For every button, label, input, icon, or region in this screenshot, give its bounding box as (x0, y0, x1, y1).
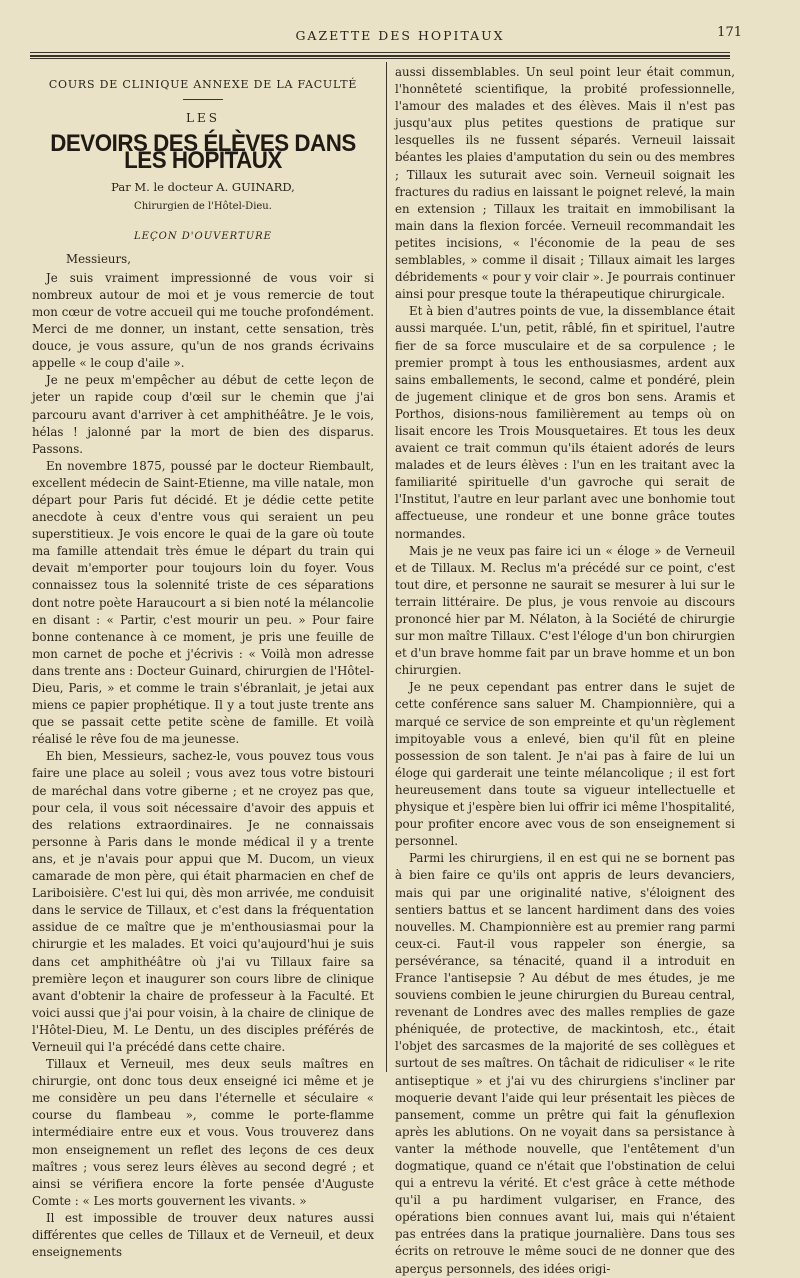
journal-title: GAZETTE DES HOPITAUX (295, 28, 505, 43)
paragraph: Je suis vraiment impressionné de vous voir si nombreux autour de moi et je vous remercie de tout mon cœur de votre accueil qui me touche profondément. Merci de me donner, un instant, cette sensation, très douce, je vous assure, qu'un de nos grands écrivains appelle « le coup d'aile ». (32, 270, 374, 371)
page-header (30, 22, 770, 46)
article-title: DEVOIRS DES ÉLÈVES DANS LES HOPITAUX (50, 130, 356, 175)
lecture-subtitle: LEÇON D'OUVERTURE (134, 230, 272, 242)
paragraph: Parmi les chirurgiens, il en est qui ne se bornent pas à bien faire ce qu'ils ont appris de leurs devanciers, mais qui par une originalité native, s'éloignent des sentiers battus et se lancent hardiment dans des voies nouvelles. M. Championnière est au premier rang parmi ceux-ci. Faut-il vous rappeler son énergie, sa persévérance, sa ténacité, quand il a introduit en France l'antisepsie ? Au début de mes études, je me souviens combien le jeune chirurgien du Bureau central, revenant de Londres avec des malles remplies de gaze phéniquée, de protective, de mackintosh, etc., était l'objet des sarcasmes de la majorité de ses collègues et surtout de ses maîtres. On tâchait de ridiculiser « le rite antiseptique » et j'ai vu des chirurgiens s'incliner par moquerie devant l'aide qui leur présentait les pièces de pansement, comme un prêtre qui fait la génuflexion après les ablutions. On ne voyait dans sa persistance à vanter la méthode nouvelle, que l'entêtement d'un dogmatique, quand ce n'était que l'obstination de celui qui a entrevu la vérité. Et c'est grâce à cette méthode qu'il a pu hardiment vulgariser, en France, des opérations bien connues avant lui, mais qui n'étaient pas entrées dans la pratique journalière. Dans tous ses écrits on retrouve le même souci de ne donner que des aperçus personnels, des idées origi- (395, 851, 735, 1276)
course-heading: COURS DE CLINIQUE ANNEXE DE LA FACULTÉ (48, 78, 358, 91)
paragraph: Tillaux et Verneuil, mes deux seuls maîtres en chirurgie, ont donc tous deux enseigné ici même et je me considère un peu dans l'éternelle et séculaire « course du flambeau », comme le porte-flamme intermédiaire entre eux et vous. Vous trouverez dans mon enseignement un reflet des leçons de ces deux maîtres ; vous serez leurs élèves au second degré ; et ainsi se vérifiera encore la forte pensée d'Auguste Comte : « Les morts gouvernent les vivants. » (32, 1057, 374, 1208)
paragraph: Mais je ne veux pas faire ici un « éloge » de Verneuil et de Tillaux. M. Reclus m'a précédé sur ce point, c'est tout dire, et personne ne saurait se mesurer à lui sur le terrain littéraire. De plus, je vous renvoie au discours prononcé hier par M. Nélaton, à la Société de chirurgie sur mon maître Tillaux. C'est l'éloge d'un bon chirurgien et d'un brave homme fait par un brave homme et un bon chirurgien. (395, 543, 735, 678)
paragraph: Eh bien, Messieurs, sachez-le, vous pouvez tous vous faire une place au soleil ; vous avez tous votre bistouri de maréchal dans votre giberne ; et ne croyez pas que, pour cela, il vous soit nécessaire d'avoir des appuis et des relations extraordinaires. Je ne connaissais personne à Paris dans le monde médical il y a trente ans, et je n'avais pour appui que M. Ducom, un vieux camarade de mon père, qui était pharmacien en chef de Lariboisière. C'est lui qui, dès mon arrivée, me conduisit dans le service de Tillaux, et c'est dans la fréquentation assidue de ce maître que je m'enthousiasmai pour la chirurgie et les malades. Et voici qu'aujourd'hui je suis dans cet amphithéâtre où j'ai vu Tillaux faire sa première leçon et inaugurer son cours libre de clinique avant d'obtenir la chaire de professeur à la Faculté. Et voici aussi que j'ai pour voisin, à la chaire de clinique de l'Hôtel-Dieu, M. Le Dentu, un des disciples préférés de Verneuil qui l'a précédé dans cette chaire. (32, 749, 374, 1054)
paragraph: aussi dissemblables. Un seul point leur était commun, l'honnêteté scientifique, la probité professionnelle, l'amour des malades et des élèves. Mais il n'est pas jusqu'aux plus petites questions de pratique sur lesquelles ils ne fussent séparés. Verneuil laissait béantes les plaies d'amputation du sein ou des membres ; Tillaux les suturait avec soin. Verneuil soignait les fractures du radius en laissant le poignet relevé, la main en extension ; Tillaux les traitait en immobilisant la main dans la flexion forcée. Verneuil recommandait les petites incisions, « l'économie de la peau de ses semblables, » comme il disait ; Tillaux aimait les larges débridements « pour y voir clair ». Je pourrais continuer ainsi pour presque toute la thérapeutique chirurgicale. (395, 65, 735, 302)
paragraph: Je ne peux m'empêcher au début de cette leçon de jeter un rapide coup d'œil sur le chemin que j'ai parcouru avant d'arriver à cet amphithéâtre. Je le vois, hélas ! jalonné par la mort de bien des disparus. Passons. (32, 373, 374, 456)
heading-divider (183, 99, 223, 100)
right-column (395, 64, 735, 1278)
paragraph: Il est impossible de trouver deux natures aussi différentes que celles de Tillaux et de Verneuil, et deux enseignements (32, 1210, 374, 1260)
page-number: 171 (717, 25, 742, 40)
author-role: Chirurgien de l'Hôtel-Dieu. (134, 201, 272, 213)
header-rule-lower (30, 58, 730, 59)
left-column (32, 64, 374, 1261)
article-prefix: LES (186, 111, 220, 126)
article-author: Par M. le docteur A. GUINARD, (111, 180, 295, 195)
column-divider (386, 62, 387, 1072)
paragraph: Et à bien d'autres points de vue, la dissemblance était aussi marquée. L'un, petit, râblé, fin et spirituel, l'autre fier de sa force musculaire et de sa corpulence ; le premier prompt à tous les enthousiasmes, ardent aux sains emballements, le second, calme et pondéré, plein de jugement clinique et de gros bon sens. Aramis et Porthos, disions-nous familièrement au temps où on lisait encore les Trois Mousquetaires. Et tous les deux avaient ce trait commun qu'ils étaient adorés de leurs malades et de leurs élèves : l'un en les traitant avec la familiarité spirituelle d'un gavroche qui serait de l'Institut, l'autre en leur parlant avec une bonhomie tout affectueuse, une rondeur et une bonne grâce toutes normandes. (395, 304, 735, 541)
header-rule (30, 52, 730, 53)
paragraph: En novembre 1875, poussé par le docteur Riembault, excellent médecin de Saint-Etienne, ma ville natale, mon départ pour Paris fut décidé. Et je dédie cette petite anecdote à ceux d'entre vous qui seraient un peu superstitieux. Je vois encore le quai de la gare où toute ma famille attendait très émue le départ du train qui devait m'emporter pour toujours loin du foyer. Vous connaissez tous la solennité triste de ces séparations dont notre poète Haraucourt a si bien noté la mélancolie en disant : « Partir, c'est mourir un peu. » Pour faire bonne contenance à ce moment, je pris une feuille de mon carnet de poche et j'écrivis : « Voilà mon adresse dans trente ans : Docteur Guinard, chirurgien de l'Hôtel-Dieu, Paris, » et comme le train s'ébranlait, je jetai aux miens ce papier prophétique. Il y a tout juste trente ans que se passait cette petite scène de famille. Et voilà réalisé le rêve fou de ma jeunesse. (32, 458, 374, 747)
salutation: Messieurs, (66, 251, 131, 266)
paragraph: Je ne peux cependant pas entrer dans le sujet de cette conférence sans saluer M. Championnière, qui a marqué ce service de son empreinte et qu'un règlement impitoyable vous a enlevé, bien qu'il fût en pleine possession de son talent. Je n'ai pas à faire de lui un éloge qui garderait une teinte mélancolique ; il est fort heureusement dans toute sa vigueur intellectuelle et physique et j'espère bien lui offrir ici même l'hospitalité, pour profiter encore avec vous de son enseignement si personnel. (395, 680, 735, 849)
header-rule-thick (30, 55, 730, 57)
